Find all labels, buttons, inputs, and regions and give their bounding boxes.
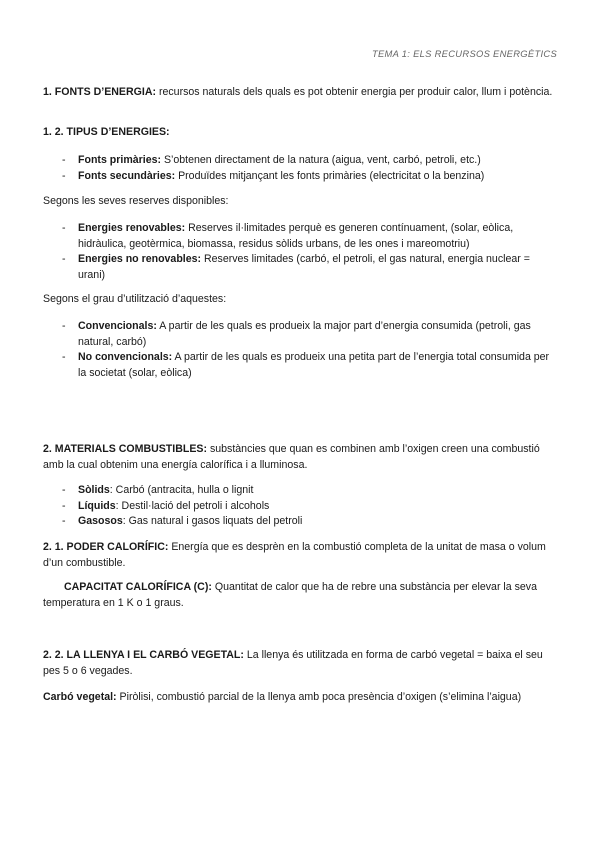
list-term: Sòlids [78,484,110,496]
list-term: Líquids [78,499,116,512]
list-term: Convencionals: [78,320,157,332]
list-desc: A partir de les quals es produeix la major part d’energia consumida (petroli, gas natural, carbó) [78,320,531,348]
reserves-list [43,221,559,283]
grau-intro: Segons el grau d’utilització d’aquestes: [43,293,227,305]
section-title: 2. 1. PODER CALORÍFIC: [43,541,169,553]
section-llenya-carbo [43,648,559,679]
list-item [43,483,559,499]
list-desc: : Gas natural i gasos liquats del petroli [122,515,303,527]
list-item [43,319,559,350]
list-desc: A partir de les quals es produeix una petita part de l’energia total consumida per la societat (solar, eòlica) [78,351,550,379]
list-desc: Reserves limitades (carbó, el petroli, el gas natural, energia nuclear = urani) [78,253,530,281]
section-title: 1. FONTS D’ENERGIA: [43,86,157,98]
section-text: recursos naturals dels quals es pot obtenir energia per produir calor, llum i potència. [156,86,553,98]
list-item [43,252,559,283]
section-capacitat-calorifica [43,580,559,611]
list-desc: : Destil·lació del petroli i alcohols [115,499,270,512]
section-text: Energía que es desprèn en la combustió completa de la unitat de masa o volum d’un combustible. [43,541,546,569]
section-text: substàncies que quan es combinen amb l’oxigen creen una combustió amb la cual obtenim una energía calorífica i a lluminosa. [43,443,540,471]
list-term: Fonts secundàries: [78,169,176,182]
list-item [43,221,559,252]
list-item [43,169,559,185]
list-term: No convencionals: [78,351,173,363]
list-term: Gasosos [78,515,123,527]
tipus-list [43,153,559,184]
list-term: Fonts primàries: [78,154,162,166]
section-text: Piròlisi, combustió parcial de la llenya amb poca presència d’oxigen (s’elimina l’aigua) [116,691,522,703]
section-title: Carbó vegetal: [43,691,117,703]
grau-list [43,319,559,381]
list-desc: Reserves il·limitades perquè es generen contínuament, (solar, eòlica, hidràulica, geotèrmica, biomassa, residus sòlids urbans, de les ones i mareomotriu) [78,222,514,250]
section-title: 2. MATERIALS COMBUSTIBLES: [43,443,208,455]
list-desc: Produïdes mitjançant les fonts primàries (electricitat o la benzina) [175,169,485,182]
list-item [43,350,559,381]
section-materials-combustibles [43,442,559,473]
section-title: CAPACITAT CALORÍFICA (C): [64,581,212,593]
list-desc: S’obtenen directament de la natura (aigua, vent, carbó, petroli, etc.) [161,154,481,166]
list-term: Energies no renovables: [78,253,202,265]
list-term: Energies renovables: [78,222,186,234]
section-tipus-energies [43,125,559,141]
list-item [43,153,559,169]
section-poder-calorific [43,540,559,571]
section-text: La llenya és utilitzada en forma de carbó vegetal = baixa el seu pes 5 o 6 vegades. [43,649,543,677]
section-title: 1. 2. TIPUS D’ENERGIES: [43,126,170,138]
page-header: TEMA 1: ELS RECURSOS ENERGÈTICS [371,48,557,59]
list-item [43,514,559,530]
list-desc: : Carbó (antracita, hulla o lignit [109,484,254,496]
section-title: 2. 2. LA LLENYA I EL CARBÓ VEGETAL: [43,649,244,661]
section-text: Quantitat de calor que ha de rebre una substància per elevar la seva temperatura en 1 K o 1 graus. [43,581,537,609]
list-item [43,499,559,515]
section-fonts-energia [43,85,559,101]
materials-list [43,483,559,530]
section-carbo-vegetal [43,690,559,706]
reserves-intro: Segons les seves reserves disponibles: [43,195,229,207]
